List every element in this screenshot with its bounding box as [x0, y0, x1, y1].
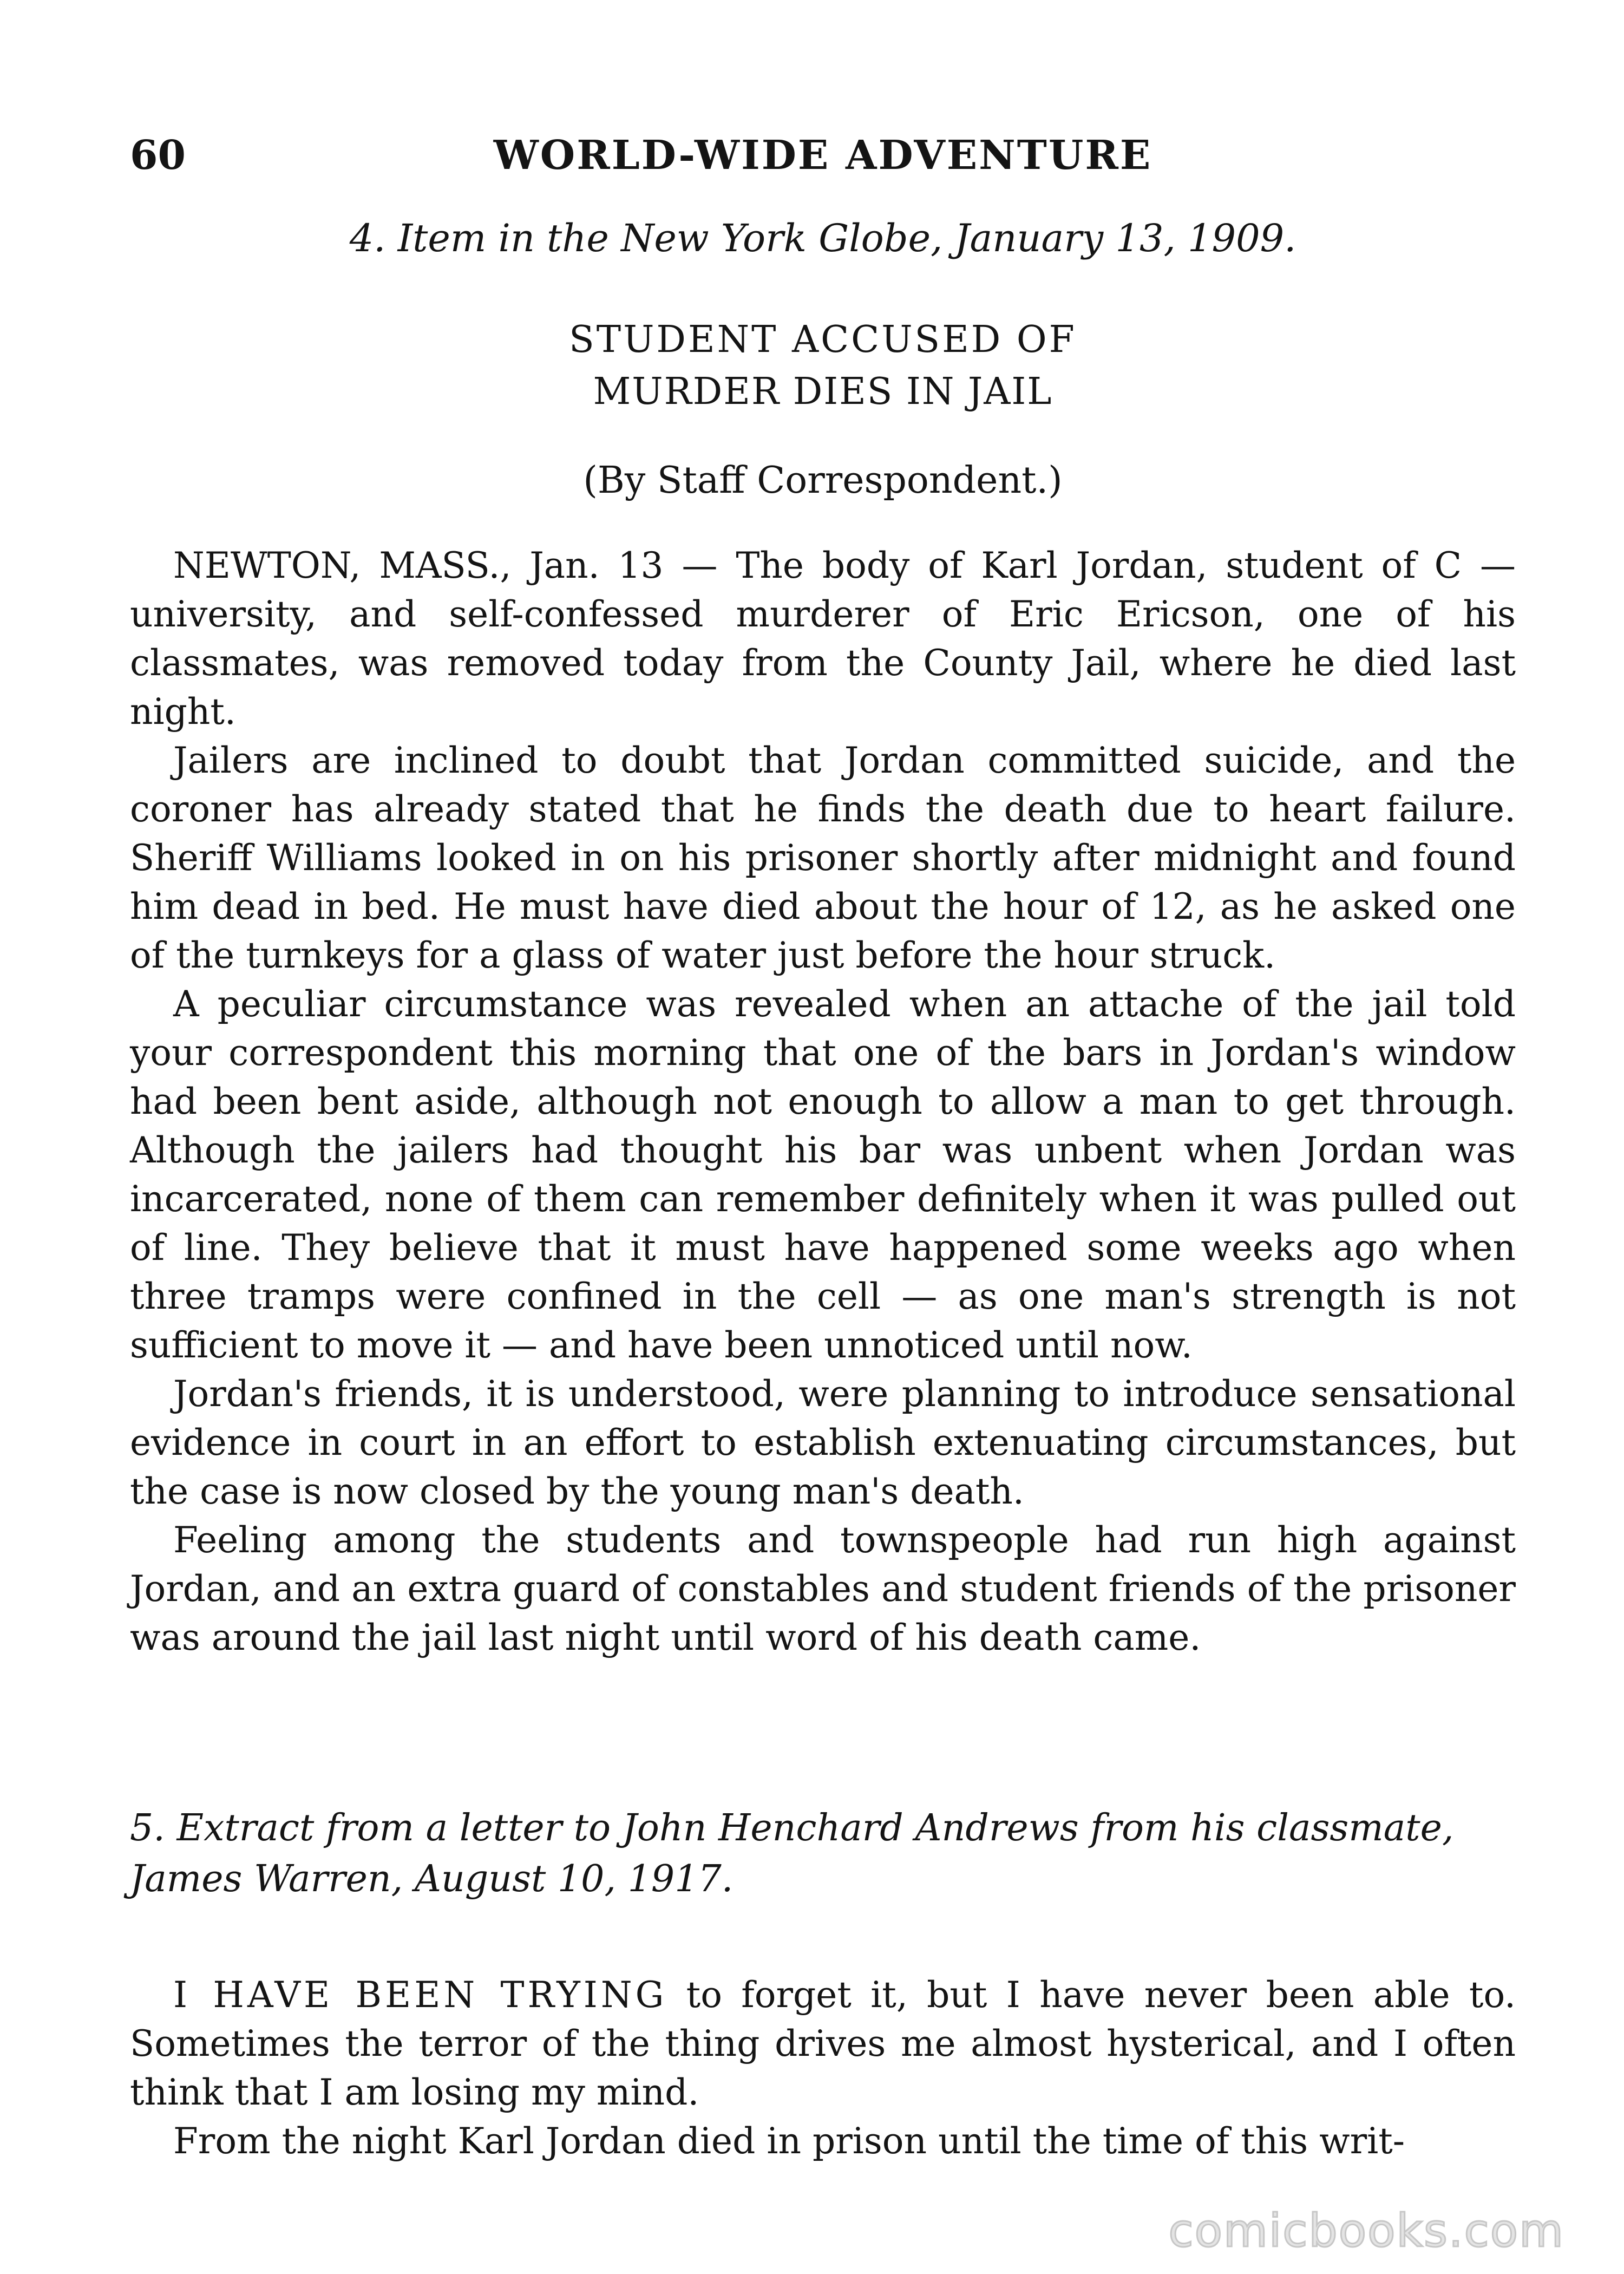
article-paragraph: A peculiar circumstance was revealed when an attache of the jail told your correspondent this morning that one of the bars in Jordan's window had been bent aside, although not enough to allow a man to get through. Although the jailers had thought his bar was unbent when Jordan was incarcerated, none of them can remember definitely when it was pulled out of line. They believe that it must have happened some weeks ago when three tramps were confined in the cell — as one man's strength is not sufficient to move it — and have been unnoticed until now.	[130, 983, 1516, 1366]
article-byline: (By Staff Correspondent.)	[583, 459, 1063, 502]
headline-line-2: MURDER DIES IN JAIL	[593, 370, 1053, 413]
headline-line-1: STUDENT ACCUSED OF	[569, 318, 1077, 361]
letter-opening-caps: I HAVE BEEN TRYING	[173, 1974, 667, 2016]
article-paragraph: Jordan's friends, it is understood, were planning to introduce sensational evidence in court in an effort to establish extenuating circumstances, but the case is now closed by the young man's death.	[130, 1373, 1516, 1512]
item-5-heading: 5. Extract from a letter to John Henchard Andrews from his classmate, James Warren, August 10, 1917.	[130, 1807, 1454, 1900]
article-headline	[130, 314, 1516, 418]
page-header	[130, 126, 1516, 185]
watermark: comicbooks.com	[1168, 2204, 1564, 2257]
item-4-heading: 4. Item in the New York Globe, January 13, 1909.	[349, 216, 1296, 260]
page-number: 60	[130, 132, 186, 179]
letter-paragraph	[130, 1971, 1516, 2117]
article-paragraph: Jailers are inclined to doubt that Jordan committed suicide, and the coroner has already stated that he finds the death due to heart failure. Sheriff Williams looked in on his prisoner shortly after midnight and found him dead in bed. He must have died about the hour of 12, as he asked one of the turnkeys for a glass of water just before the hour struck.	[130, 740, 1516, 976]
article-paragraph: NEWTON, MASS., Jan. 13 — The body of Karl Jordan, student of C — university, and self-confessed murderer of Eric Ericson, one of his classmates, was removed today from the County Jail, where he died last night.	[130, 545, 1516, 733]
article-body	[130, 541, 1516, 1662]
article-paragraph: Feeling among the students and townspeople had run high against Jordan, and an extra guard of constables and student friends of the prisoner was around the jail last night until word of his death came.	[130, 1519, 1516, 1658]
letter-paragraph: From the night Karl Jordan died in prison until the time of this writ-	[173, 2120, 1405, 2162]
letter-opening-rest: to forget it, but I have never been able to. Sometimes the terror of the thing drives me almost hysterical, and I often think that I am losing my mind.	[130, 1974, 1516, 2113]
letter-body	[130, 1971, 1516, 2166]
running-title: WORLD-WIDE ADVENTURE	[493, 132, 1152, 179]
